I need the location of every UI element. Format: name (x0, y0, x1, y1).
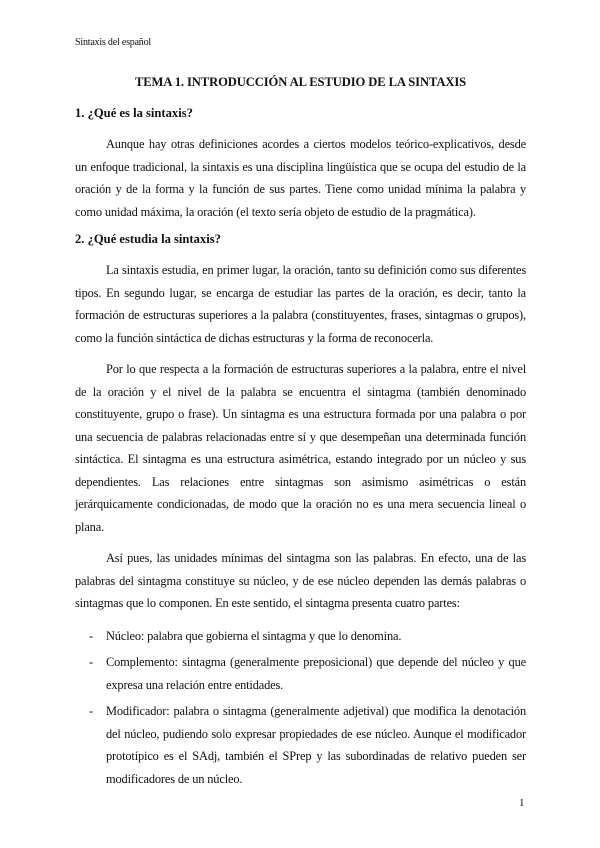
list-bullet: - (89, 704, 93, 718)
page-number: 1 (519, 797, 525, 809)
list-item (75, 625, 526, 648)
section-heading-2: 2. ¿Qué estudia la sintaxis? (75, 232, 221, 246)
list-item (75, 651, 526, 696)
page-content (75, 75, 526, 794)
list-bullet: - (89, 655, 93, 669)
list-item-text: Complemento: sintagma (generalmente preposicional) que depende del núcleo y que expresa una relación entre entidades. (106, 655, 526, 692)
page-title: TEMA 1. INTRODUCCIÓN AL ESTUDIO DE LA SINTAXIS (134, 75, 467, 89)
sintagma-parts-list (75, 625, 526, 791)
list-item-text: Núcleo: palabra que gobierna el sintagma y que lo denomina. (106, 628, 402, 643)
list-item (75, 700, 526, 790)
list-bullet: - (89, 628, 93, 643)
running-header: Sintaxis del español (75, 37, 151, 48)
paragraph: Por lo que respecta a la formación de estructuras superiores a la palabra, entre el nivel de la oración y el nivel de la palabra se encuentra el sintagma (también denominado constituyente, grupo o frase). Un sintagma es una estructura formada por una palabra o por una secuencia de palabras relacionadas entre sí y que desempeñan una determinada función sintáctica. El sintagma es una estructura asimétrica, estando integrado por un núcleo y sus dependientes. Las relaciones entre sintagmas son asimismo asimétricas o están jerárquicamente condicionadas, de modo que la oración no es una mera secuencia lineal o plana. (75, 362, 526, 534)
section-heading-1: 1. ¿Qué es la sintaxis? (75, 106, 193, 120)
paragraph: La sintaxis estudia, en primer lugar, la oración, tanto su definición como sus diferentes tipos. En segundo lugar, se encarga de estudiar las partes de la oración, es decir, tanto la formación de estructuras superiores a la palabra (constituyentes, frases, sintagmas o grupos), como la función sintáctica de dichas estructuras y la forma de reconocerla. (75, 263, 526, 345)
list-item-text: Modificador: palabra o sintagma (generalmente adjetival) que modifica la denotación del núcleo, pudiendo solo expresar propiedades de ese núcleo. Aunque el modificador prototípico es el SAdj, también el SPrep y las subordinadas de relativo pueden ser modificadores de un núcleo. (106, 704, 526, 786)
paragraph: Aunque hay otras definiciones acordes a ciertos modelos teórico-explicativos, desde un enfoque tradicional, la sintaxis es una disciplina lingüística que se ocupa del estudio de la oración y de la forma y la función de sus partes. Tiene como unidad mínima la palabra y como unidad máxima, la oración (el texto sería objeto de estudio de la pragmática). (75, 137, 526, 219)
paragraph: Así pues, las unidades mínimas del sintagma son las palabras. En efecto, una de las palabras del sintagma constituye su núcleo, y de ese núcleo dependen las demás palabras o sintagmas que lo componen. En este sentido, el sintagma presenta cuatro partes: (75, 551, 526, 610)
